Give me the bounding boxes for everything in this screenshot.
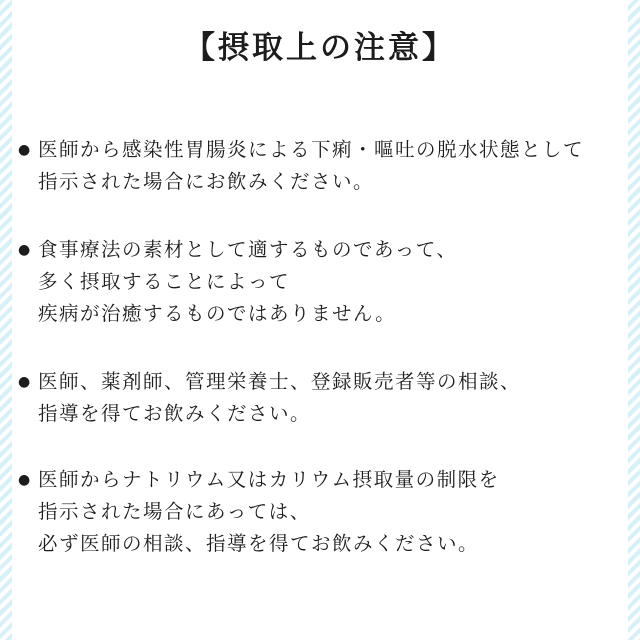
bullet-icon: ● — [18, 242, 32, 258]
list-item — [18, 134, 628, 198]
list-item-text: 医師、薬剤師、管理栄養士、登録販売者等の相談、 — [38, 370, 522, 393]
list-item — [18, 464, 628, 560]
list-item-text: 指導を得てお飲みください。 — [38, 402, 312, 425]
list-item-text: 指示された場合にお飲みください。 — [38, 170, 375, 193]
list-item-text: 指示された場合にあっては、 — [38, 500, 311, 523]
list-item — [18, 234, 628, 330]
list-item — [18, 366, 628, 430]
bullet-icon: ● — [18, 142, 32, 158]
content-panel — [12, 0, 628, 640]
list-item-text: 医師からナトリウム又はカリウム摂取量の制限を — [38, 468, 500, 491]
list-item-text: 多く摂取することによって — [38, 270, 291, 293]
bullet-icon: ● — [18, 374, 32, 390]
page-title: 【摂取上の注意】 — [184, 30, 456, 66]
list-item-first-line — [18, 234, 628, 266]
list-item-first-line — [18, 366, 628, 398]
list-item-text: 医師から感染性胃腸炎による下痢・嘔吐の脱水状態として — [38, 138, 585, 161]
list-item-first-line — [18, 464, 628, 496]
list-item-first-line — [18, 134, 628, 166]
list-item-text: 必ず医師の相談、指導を得てお飲みください。 — [38, 532, 480, 555]
bullet-icon: ● — [18, 472, 32, 488]
list-item-text: 疾病が治癒するものではありません。 — [38, 302, 397, 325]
list-item-text: 食事療法の素材として適するものであって、 — [38, 238, 458, 261]
